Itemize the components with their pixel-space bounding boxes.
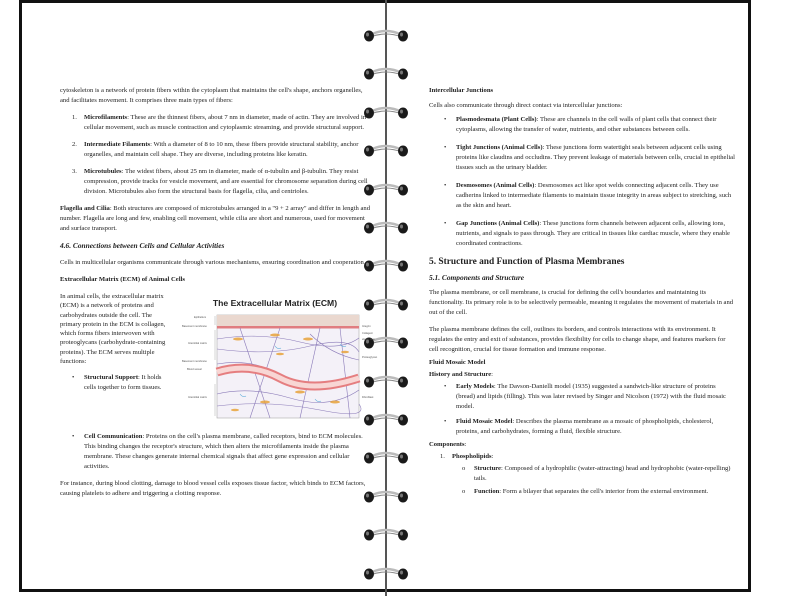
history-label: History and Structure: xyxy=(429,371,493,378)
closing-paragraph: For instance, during blood clotting, damage to blood vessel cells exposes tissue factor, which binds to ECM factors, causing platelets to adhere and triggering a clotting response. xyxy=(60,480,366,497)
list-item: • Fluid Mosaic Model: Describes the plasma membrane as a mosaic of phospholipids, cholesterol, proteins, and carbohydrates, forming a fluid, flexible structure. xyxy=(444,418,714,435)
fmm-heading: Fluid Mosaic Model xyxy=(429,359,486,366)
components-label: Components: xyxy=(429,441,467,448)
sub-heading: 5.1. Components and Structure xyxy=(429,273,525,282)
list-item: 2. Intermediate Filaments: With a diameter of 8 to 10 nm, these fibers provide structural stability, anchor organelles, and maintain cell shape. They are diverse, including proteins like keratin. xyxy=(72,141,359,158)
ecm-figure xyxy=(180,294,378,420)
spiral-ring xyxy=(362,526,410,542)
list-item: • Gap Junctions (Animal Cells): These junctions form channels between adjacent cells, allowing ions, nutrients, and signals to pass through. They are critical in tissues like cardiac muscle, where they enable coordinated contractions. xyxy=(444,220,730,247)
membrane-paragraph-1: The plasma membrane, or cell membrane, is crucial for defining the cell's boundaries and maintaining its functionality. Its primary role is to be selectively permeable, meaning it regulates the movement of materials in and out of the cell. xyxy=(429,289,734,316)
list-item: o Function: Form a bilayer that separates the cell's interior from the external environment. xyxy=(462,488,709,495)
ecm-section xyxy=(60,292,378,426)
left-page xyxy=(60,86,378,506)
phospholipid-list xyxy=(452,464,735,497)
list-item: • Tight Junctions (Animal Cells): These junctions form watertight seals between adjacent cells using proteins like claudins and occludins. They prevent leakage of materials between cells, crucial in epithelial tissues such as the urinary bladder. xyxy=(444,144,735,171)
label-proteoglycan: Proteoglycan xyxy=(362,356,378,359)
label-collagen: Collagen/ xyxy=(362,332,373,335)
ecm-paragraph: In animal cells, the extracellular matrix (ECM) is a network of proteins and carbohydrates outside the cell. The primary protein in the ECM is collagen, which forms fibers interwoven with proteoglycans (carbohydrate-containing proteins). The ECM serves multiple functions: xyxy=(60,293,166,366)
section-heading: 4.6. Connections between Cells and Cellular Activities xyxy=(60,241,225,250)
junctions-intro: Cells also communicate through direct contact via intercellular junctions: xyxy=(429,102,623,109)
junctions-heading: Intercellular Junctions xyxy=(429,87,494,94)
flagella-paragraph: Flagella and Cilia: Both structures are composed of microtubules arranged in a "9 + 2 array" and differ in length and number. Flagella are long and few, enabling cell movement, while cilia are short and numerous, used for movement and surface transport. xyxy=(60,205,371,232)
label-elastic-fiber: elastic fiber xyxy=(362,338,376,341)
list-item: 3. Microtubules: The widest fibers, about 25 nm in diameter, made of α-tubulin and β-tubulin. They resist compression, provide tracks for vesicle movement, and are essential for chromosome separation during cell division. Microtubules also form the structural basis for flagella, cilia, and centrioles. xyxy=(72,168,368,195)
label-basement-membrane-2: Basement membrane xyxy=(182,360,207,363)
label-blood-vessel: Blood vessel xyxy=(187,368,202,371)
list-item: 1. Microfilaments: These are the thinnest fibers, about 7 nm in diameter, made of actin. They are involved in cellular movement, such as muscle contraction and cytoplasmic streaming, and provide structural support. xyxy=(72,114,367,131)
list-item: • Desmosomes (Animal Cells): Desmosomes act like spot welds connecting adjacent cells. They use cadherins linked to intermediate filaments to maintain tissue integrity in areas subject to stretching, such as the skin and heart. xyxy=(444,182,732,209)
spiral-ring xyxy=(362,65,410,81)
section-intro: Cells in multicellular organisms communicate through various mechanisms, ensuring coordination and cooperation. xyxy=(60,259,366,266)
label-epithelium: Epithelium xyxy=(194,316,207,319)
figure-title: The Extracellular Matrix (ECM) xyxy=(212,298,338,308)
spiral-ring xyxy=(362,27,410,43)
function-structural: • Structural Support: It holds cells together to form tissues. xyxy=(72,374,162,391)
fiber-list xyxy=(62,113,372,197)
list-item: • Early Models: The Davson-Danielli model (1935) suggested a sandwich-like structure of proteins (bread) and lipids (filling). This was later revised by Singer and Nicolson (1972) with the fluid mosaic model. xyxy=(444,383,726,410)
list-item: 1. Phospholipids: xyxy=(440,453,494,460)
ecm-heading: Extracellular Matrix (ECM) of Animal Cells xyxy=(60,276,185,283)
label-interstitial-matrix: Interstitial matrix xyxy=(188,342,207,345)
junctions-list xyxy=(434,115,735,249)
chapter-heading: 5. Structure and Function of Plasma Membranes xyxy=(429,257,625,267)
intro-paragraph: cytoskeleton is a network of protein fibers within the cytoplasm that maintains the cell's shape, anchors organelles, and facilitates movement. It comprises three main types of fibers: xyxy=(60,87,363,104)
right-page xyxy=(429,86,735,504)
membrane-paragraph-2: The plasma membrane defines the cell, outlines its borders, and controls interactions with its environment. It regulates the entry and exit of substances, provides flexibility for cells to change shape, and features markers for cell recognition, crucial for tissue formation and immune response. xyxy=(429,326,726,353)
list-item: o Structure: Composed of a hydrophilic (water-attracting) head and hydrophobic (water-repelling) tails. xyxy=(462,465,731,482)
label-basement-membrane: Basement membrane xyxy=(182,325,207,328)
label-fibroblast: Fibroblast xyxy=(362,396,374,399)
spiral-ring xyxy=(362,565,410,581)
label-interstitial-matrix-2: Interstitial matrix xyxy=(188,396,207,399)
function-communication: • Cell Communication: Proteins on the cell's plasma membrane, called receptors, bind to ECM molecules. This binding changes the receptor's structure, which then alters the microfilaments inside the plasma membrane. These changes generate internal chemical signals that affect gene expression and cellular activities. xyxy=(72,433,363,470)
ecm-diagram xyxy=(180,294,372,420)
list-item: • Plasmodesmata (Plant Cells): These are channels in the cell walls of plant cells that connect their cytoplasms, allowing the transfer of water, nutrients, and other substances between cells. xyxy=(444,116,717,133)
label-integrin: Integrin xyxy=(362,325,371,328)
history-list xyxy=(434,382,735,437)
